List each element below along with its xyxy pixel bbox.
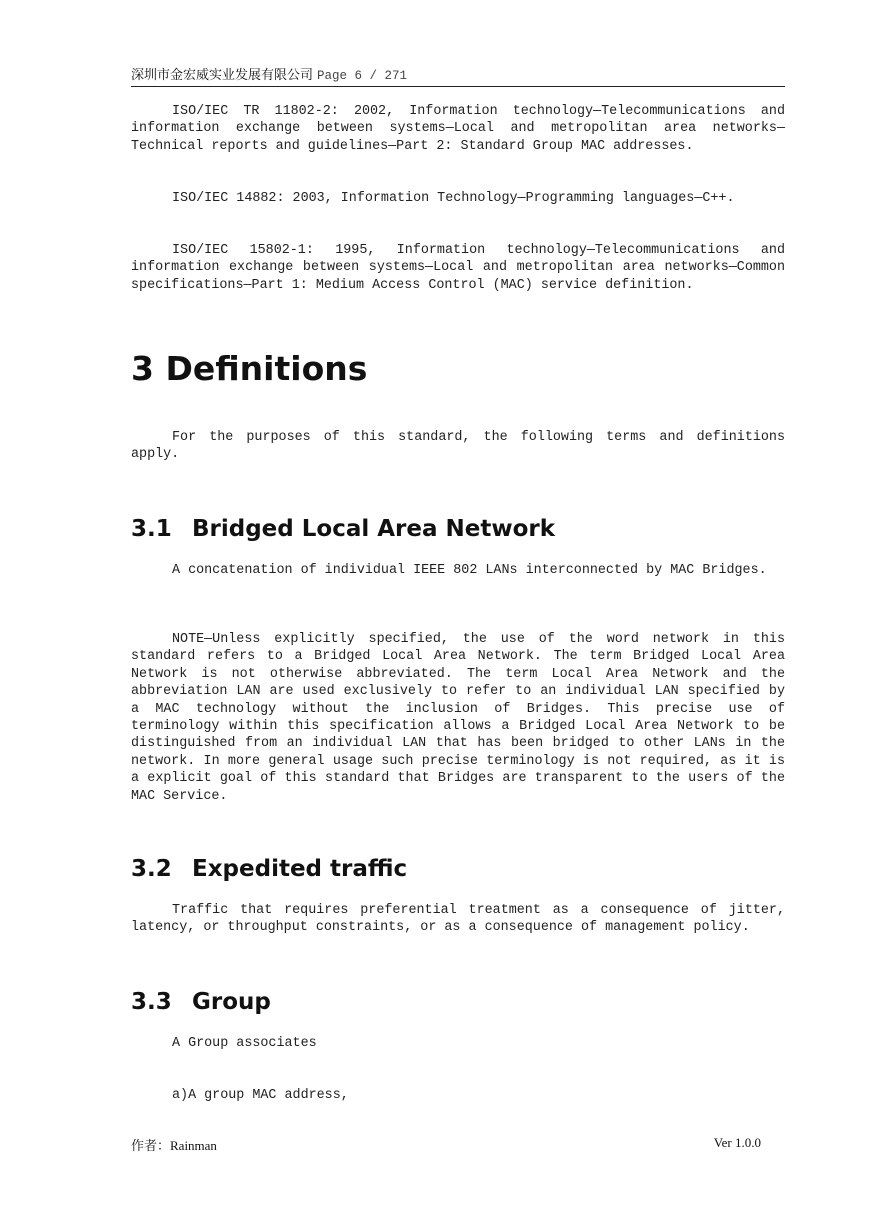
reference-paragraph: ISO/IEC TR 11802-2: 2002, Information technology—Telecommunications and information exchange between systems—Local and metropolitan area networks—Technical reports and guidelines—Part 2: Standard Group MAC addresses. (131, 104, 785, 154)
section-3-2-heading-block (131, 856, 785, 882)
subsection-title: Group (192, 989, 271, 1015)
section-3-3-heading-block (131, 989, 785, 1015)
subsection-heading (131, 989, 785, 1015)
subsection-number: 3.1 (131, 516, 172, 542)
company-name: 深圳市金宏威实业发展有限公司 (131, 68, 314, 83)
section-3-3-item-block (131, 1087, 785, 1104)
author-label: 作者：Rainman (131, 1138, 217, 1153)
subsection-title: Bridged Local Area Network (192, 516, 556, 542)
version-label: Ver 1.0.0 (713, 1135, 761, 1150)
reference-1-block (131, 103, 785, 155)
reference-paragraph: ISO/IEC 15802-1: 1995, Information technology—Telecommunications and information exchange between systems—Local and metropolitan area networks—Common specifications—Part 1: Medium Access Control (MAC) service definition. (131, 243, 785, 293)
section-3-intro-block (131, 429, 785, 464)
section-heading: 3 Definitions (131, 349, 368, 388)
subsection-heading (131, 856, 785, 882)
section-3-1-text-block (131, 562, 785, 579)
section-3-2-text-block (131, 902, 785, 937)
section-3-1-heading-block (131, 516, 785, 542)
section-3-3-text-block (131, 1035, 785, 1052)
section-intro: For the purposes of this standard, the following terms and definitions apply. (131, 430, 785, 463)
page-header (131, 64, 785, 87)
subsection-title: Expedited traffic (192, 856, 408, 882)
reference-paragraph: ISO/IEC 14882: 2003, Information Technology—Programming languages—C++. (172, 191, 735, 206)
subsection-heading (131, 516, 785, 542)
subsection-number: 3.3 (131, 989, 172, 1015)
definition-text: A concatenation of individual IEEE 802 LANs interconnected by MAC Bridges. (172, 563, 767, 578)
definition-text: A Group associates (172, 1036, 317, 1051)
reference-2-block (131, 190, 785, 207)
definition-text: Traffic that requires preferential treatment as a consequence of jitter, latency, or throughput constraints, or as a consequence of management policy. (131, 903, 785, 936)
page-number: Page 6 / 271 (317, 69, 408, 83)
section-3-heading-block (131, 349, 785, 388)
section-3-1-note-block (131, 631, 785, 805)
reference-3-block (131, 242, 785, 294)
note-text: NOTE—Unless explicitly specified, the use of the word network in this standard refers to a Bridged Local Area Network. The term Bridged Local Area Network is not otherwise abbreviated. The term Local Area Network and the abbreviation LAN are used exclusively to refer to an individual LAN specified by a MAC technology without the inclusion of Bridges. This precise use of terminology within this specification allows a Bridged Local Area Network to be distinguished from an individual LAN that has been bridged to other LANs in the network. In more general usage such precise terminology is not required, as it is a explicit goal of this standard that Bridges are transparent to the users of the MAC Service. (131, 632, 785, 804)
subsection-number: 3.2 (131, 856, 172, 882)
page-footer (131, 1135, 761, 1154)
list-item: a)A group MAC address, (172, 1088, 349, 1103)
